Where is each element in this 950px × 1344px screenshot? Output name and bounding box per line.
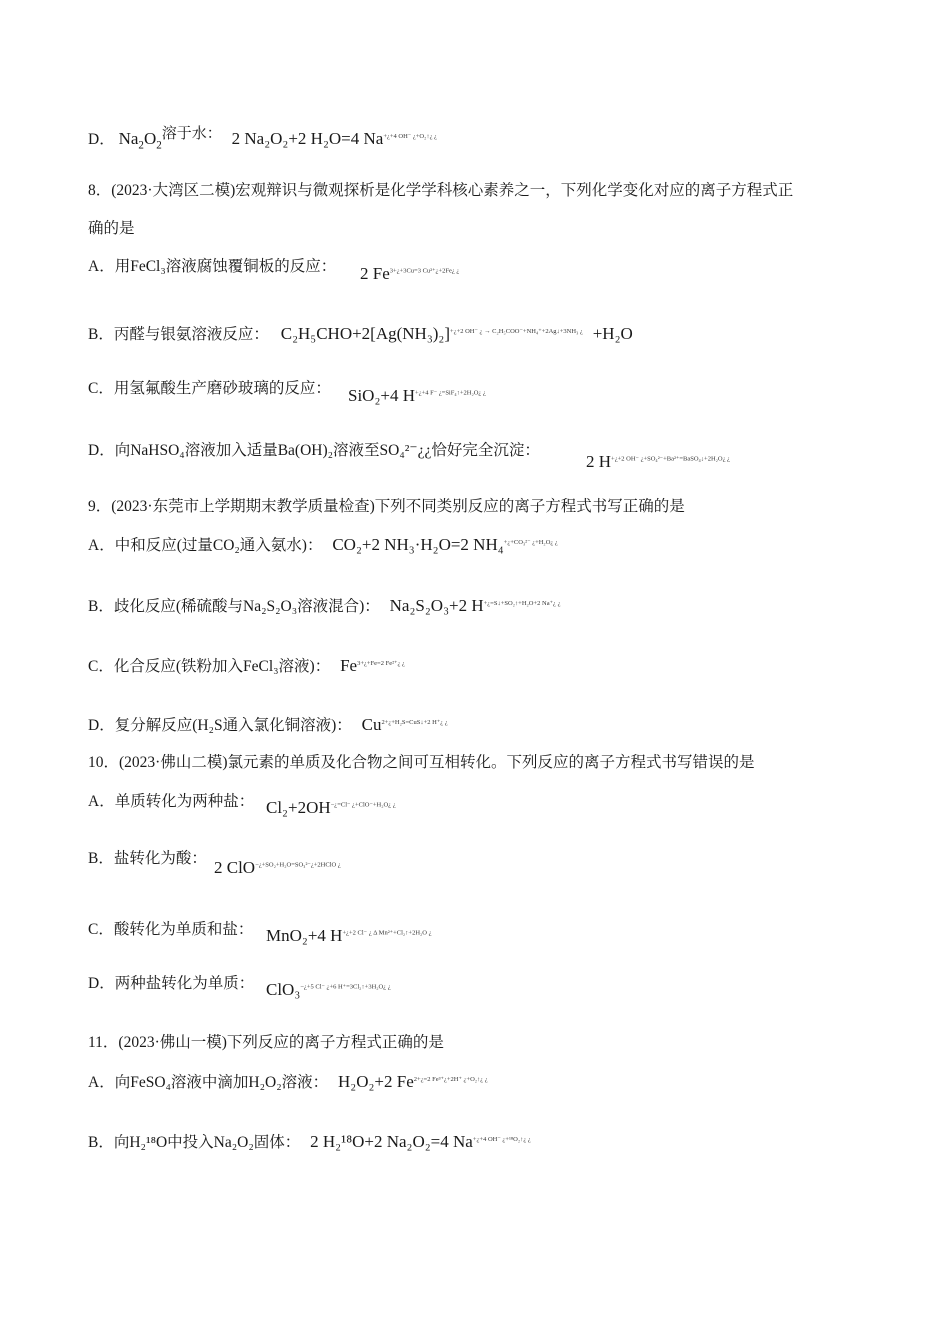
option-text: 丙醛与银氨溶液反应：	[113, 326, 269, 343]
option-label: A．	[88, 793, 115, 810]
option-text: 溶于水：	[161, 126, 222, 142]
option-label: B．	[88, 326, 114, 343]
equation-end: +H₂O	[592, 324, 633, 343]
option-label: A．	[88, 258, 115, 275]
q7-option-d	[88, 122, 437, 152]
q10-option-c	[88, 917, 253, 939]
equation: Na₂S₂O₃+2 H	[389, 596, 484, 615]
option-label: C．	[88, 658, 114, 675]
q8-option-a	[88, 254, 336, 276]
option-text: 向FeSO₄溶液中滴加H₂O₂溶液：	[114, 1074, 329, 1091]
equation-tail: +¿+4 OH⁻ ¿+O₂↑¿ ¿	[383, 133, 438, 140]
option-label: A．	[88, 537, 115, 554]
option-label: A．	[88, 1074, 115, 1091]
equation-tail: −¿+5 Cl⁻ ¿+6 H⁺=3Cl₂↑+3H₂O¿ ¿	[300, 983, 391, 991]
equation-tail: 3+¿+Fe=2 Fe²⁺¿ ¿	[357, 659, 405, 667]
equation-tail: +¿+4 OH⁻ ¿+¹⁸O₂↑¿ ¿	[472, 1135, 531, 1143]
option-text: $Na_2O_2$	[118, 129, 162, 152]
option-label: B．	[88, 598, 114, 615]
q10-option-d	[88, 971, 254, 993]
q10-option-a	[88, 789, 254, 811]
q8-d-equation: 2 $H^{+¿+2 OH^- ¿+SO_4^{2-}+Ba^{2+}=BaSO_4↓+2H_2O¿ ¿}$	[586, 452, 731, 471]
option-text: 歧化反应(稀硫酸与Na₂S₂O₃溶液混合)：	[113, 598, 380, 615]
q9-stem: 9．(2023·东莞市上学期期末教学质量检查)下列不同类别反应的离子方程式书写正确的是	[88, 498, 685, 515]
option-text: 用氢氟酸生产磨砂玻璃的反应：	[113, 380, 331, 397]
q10-c-equation: MnO₂+4 $H^{+¿+2 Cl^- ¿ \Delta Mn^{2+}+Cl_2↑+2H_2O ¿}$	[266, 926, 432, 945]
equation: H₂O₂+2 Fe	[338, 1072, 414, 1091]
equation: Cu	[361, 715, 382, 734]
equation-tail: +¿=S↓+SO₂↑+H₂O+2 Na⁺¿ ¿	[483, 599, 561, 607]
option-label: C．	[88, 921, 114, 938]
option-text: 向H₂¹⁸O中投入Na₂O₂固体：	[113, 1134, 301, 1151]
option-text: 中和反应(过量CO₂通入氨水)：	[114, 537, 323, 554]
q9-option-c	[88, 654, 405, 676]
q10-stem: 10．(2023·佛山二模)氯元素的单质及化合物之间可互相转化。下列反应的离子方程式书写错误的是	[88, 754, 755, 771]
q9-option-d	[88, 713, 448, 735]
equation-tail: +¿+2 OH⁻ ¿ → C₂H₅COO⁻+NH₄⁺+2Ag↓+3NH₃ ¿	[450, 327, 583, 335]
equation-tail: +¿+4 F⁻ ¿=SiF₄↑+2H₂O¿ ¿	[415, 389, 486, 397]
equation-tail: −¿+SO₂+H₂O=SO₃²⁻¿+2HClO ¿	[255, 861, 341, 869]
q8-option-b	[88, 322, 633, 344]
option-text: 盐转化为酸：	[113, 850, 207, 867]
q11-stem: 11．(2023·佛山一模)下列反应的离子方程式正确的是	[88, 1034, 444, 1051]
q10-b-equation: 2 ClO$^{-¿+SO_2+H_2O=SO_3^{2-}¿+2HClO ¿}$	[214, 858, 341, 877]
equation-tail: 2+¿+H₂S=CuS↓+2 H⁺¿ ¿	[381, 718, 448, 726]
option-label: D．	[88, 131, 115, 149]
option-label: D．	[88, 975, 115, 992]
option-text: 酸转化为单质和盐：	[113, 921, 254, 938]
q11-option-b	[88, 1130, 531, 1152]
equation-tail: +¿+CO₃²⁻ ¿+H₂O¿ ¿	[503, 538, 558, 546]
option-text: 单质转化为两种盐：	[114, 793, 255, 810]
option-text: 复分解反应(H₂S通入氯化铜溶液)：	[114, 717, 352, 734]
option-label: D．	[88, 717, 115, 734]
equation-tail: 3+¿+3Cu=3 Cu²⁺¿+2Fe¿ ¿	[389, 267, 460, 275]
option-text: 向NaHSO₄溶液加入适量Ba(OH)₂溶液至SO₄²⁻¿¿恰好完全沉淀：	[114, 442, 540, 459]
option-text: 两种盐转化为单质：	[114, 975, 255, 992]
q8-stem-line2: 确的是	[88, 220, 135, 237]
equation-tail: −¿=Cl⁻ ¿+ClO⁻+H₂O¿ ¿	[330, 801, 396, 809]
option-label: D．	[88, 442, 115, 459]
equation: C₂H₅CHO+2[Ag(NH₃)₂]	[280, 324, 451, 343]
option-text: 化合反应(铁粉加入FeCl₃溶液)：	[113, 658, 331, 675]
equation: CO₂+2 NH₃·H₂O=2 NH₄	[332, 535, 504, 554]
equation-tail: +¿+2 OH⁻ ¿+SO₄²⁻+Ba²⁺=BaSO₄↓+2H₂O¿ ¿	[611, 455, 731, 463]
q8-option-c	[88, 376, 331, 398]
q8-stem-line1: 8．(2023·大湾区二模)宏观辩识与微观探析是化学学科核心素养之一，下列化学变化对应的离子方程式正	[88, 182, 794, 199]
q10-option-b	[88, 846, 207, 868]
q10-a-equation: $Cl_2+2OH^{-¿=Cl^- ¿+ClO^-+H_2O¿ ¿}$	[266, 798, 396, 817]
q9-option-b	[88, 594, 560, 616]
q8-a-equation: 2 $Fe^{3+¿+3Cu=3 Cu^{2+}¿+2Fe¿ ¿}$	[360, 264, 460, 283]
q9-option-a	[88, 533, 558, 555]
equation: Fe	[340, 656, 358, 675]
option-label: B．	[88, 1134, 114, 1151]
q8-option-d	[88, 438, 540, 460]
equation-tail: 2+¿=2 Fe³⁺¿+2H⁺ ¿+O₂↑¿ ¿	[413, 1075, 488, 1083]
q8-c-equation: SiO₂+4 $H^{+¿+4 F^- ¿=SiF_4↑+2H_2O¿ ¿}$	[348, 386, 486, 405]
equation-tail: +¿+2 Cl⁻ ¿ Δ Mn²⁺+Cl₂↑+2H₂O ¿	[342, 929, 432, 937]
equation: 2 H₂¹⁸O+2 Na₂O₂=4 Na	[310, 1132, 473, 1151]
option-label: B．	[88, 850, 114, 867]
q10-d-equation: ClO₃$^{-¿+5 Cl^- ¿+6 H^+=3Cl_2↑+3H_2O¿ ¿}$	[266, 980, 391, 999]
option-label: C．	[88, 380, 114, 397]
equation: 2 Na₂O₂+2 H₂O=4 Na	[231, 129, 384, 149]
option-text: 用FeCl₃溶液腐蚀覆铜板的反应：	[114, 258, 337, 275]
q11-option-a	[88, 1070, 488, 1092]
